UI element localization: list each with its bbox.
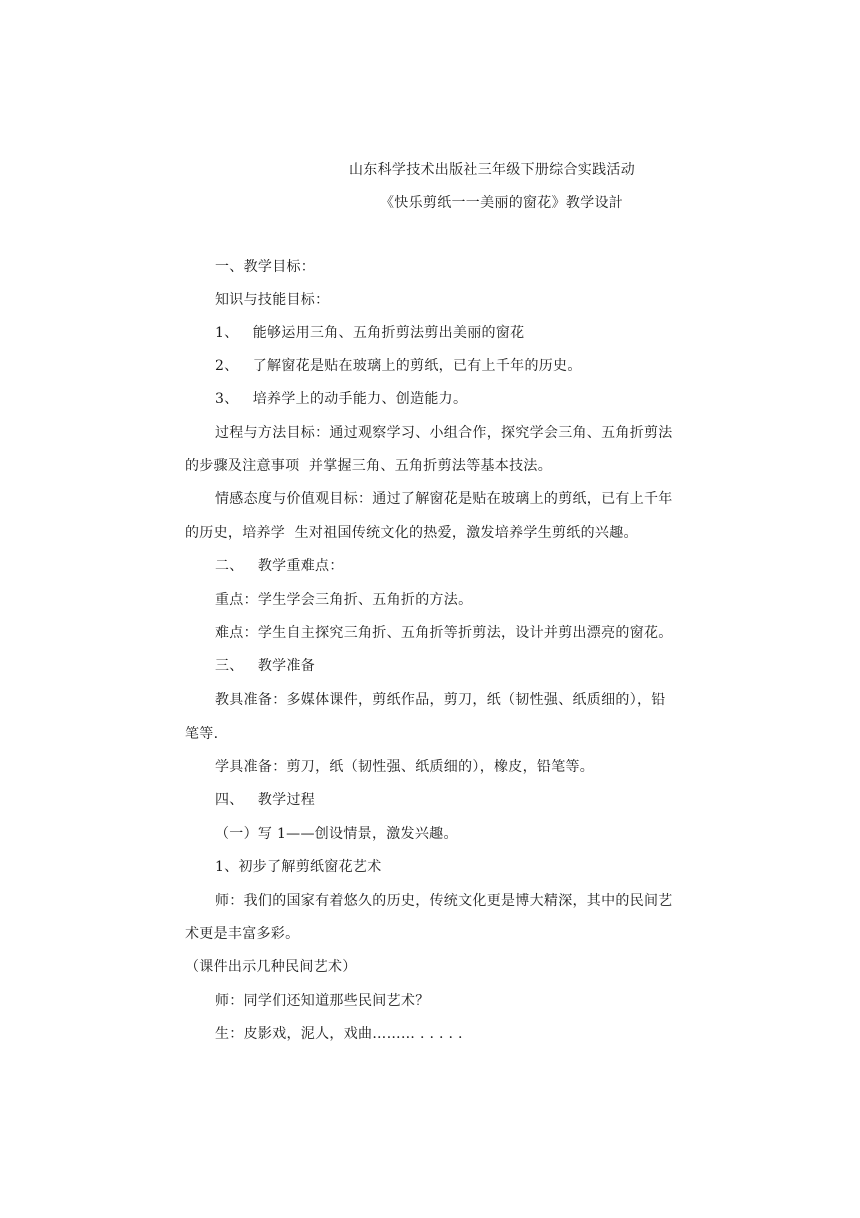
- section-heading-preparation: 三、 教学准备: [215, 658, 316, 674]
- section-heading-objectives: 一、教学目标：: [215, 259, 316, 275]
- goal-item-2: 2、 了解窗花是贴在玻璃上的剪纸，已有上千年的历史。: [215, 358, 582, 374]
- courseware-note: （课件出示几种民间艺术）: [185, 959, 357, 975]
- student-prep: 学具准备：剪刀，纸（韧性强、纸质细的），橡皮，铅笔等。: [215, 759, 595, 775]
- emotion-goal-line-2: 的历史，培养学 生对祖国传统文化的热爱，激发培养学生剪纸的兴趣。: [185, 525, 638, 541]
- teacher-dialogue-2: 师：同学们还知道那些民间艺术？: [215, 993, 430, 1009]
- section-heading-key-points: 二、 教学重难点：: [215, 558, 344, 574]
- emotion-goal-line-1: 情感态度与价值观目标：通过了解窗花是贴在玻璃上的剪纸，已有上千年: [215, 491, 673, 507]
- teacher-prep-line-1: 教具准备：多媒体课件，剪纸作品，剪刀，纸（韧性强、纸质细的），铅: [215, 692, 666, 708]
- section-heading-process: 四、 教学过程: [215, 792, 316, 808]
- difficult-point: 难点：学生自主探究三角折、五角折等折剪法，设计并剪出漂亮的窗花。: [215, 625, 673, 641]
- document-title: 《快乐剪纸一一美丽的窗花》教学设計: [380, 195, 624, 211]
- goal-item-3: 3、 培养学上的动手能力、创造能力。: [215, 391, 468, 407]
- teacher-prep-line-2: 笔等.: [185, 726, 219, 742]
- process-goal-line-1: 过程与方法目标：通过观察学习、小组合作，探究学会三角、五角折剪法: [215, 425, 673, 441]
- header-publisher-line: 山东科学技术出版社三年级下册综合实践活动: [349, 162, 635, 178]
- process-step-1: （一）写 1——创设情景，激发兴趣。: [215, 826, 458, 842]
- process-goal-line-2: 的步骤及注意事项 并掌握三角、五角折剪法等基本技法。: [185, 458, 552, 474]
- teacher-dialogue-1-line-2: 术更是丰富多彩。: [185, 926, 300, 942]
- student-dialogue-1: 生：皮影戏，泥人，戏曲……… . . . . .: [215, 1026, 463, 1042]
- subheading-knowledge-skills: 知识与技能目标：: [215, 292, 330, 308]
- teacher-dialogue-1-line-1: 师：我们的国家有着悠久的历史，传统文化更是博大精深，其中的民间艺: [215, 893, 673, 909]
- key-point: 重点：学生学会三角折、五角折的方法。: [215, 592, 473, 608]
- process-substep-1: 1、初步了解剪纸窗花艺术: [215, 859, 382, 875]
- goal-item-1: 1、 能够运用三角、五角折剪法剪出美丽的窗花: [215, 325, 525, 341]
